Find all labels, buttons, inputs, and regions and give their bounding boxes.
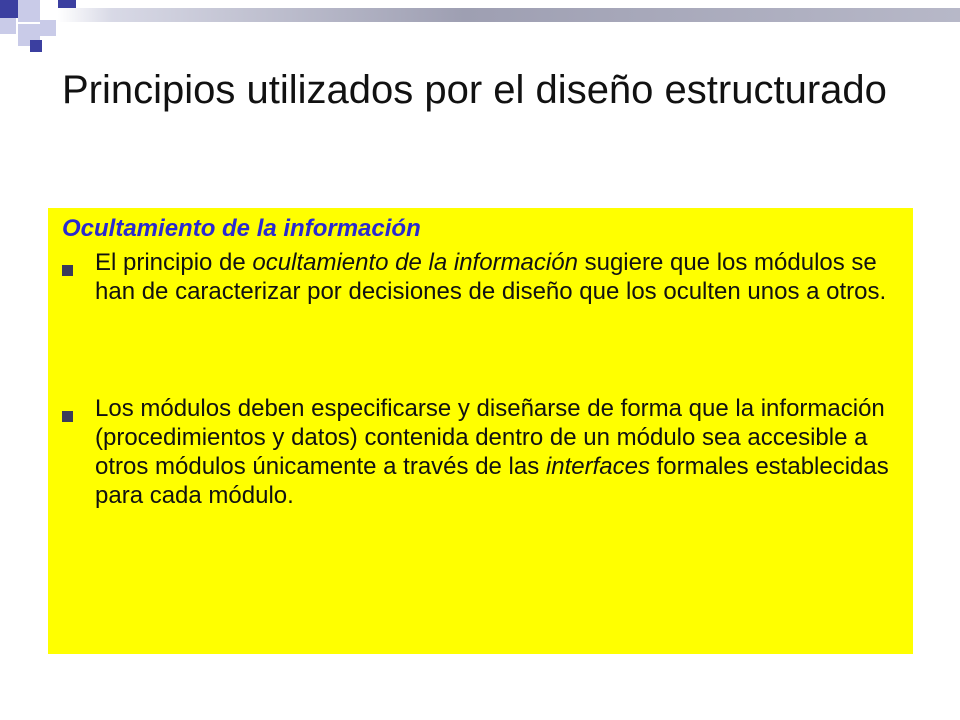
bullet-text: [95, 394, 892, 510]
header-gradient-rule: [58, 8, 960, 22]
square-bullet-icon: [62, 265, 73, 276]
slide-title: Principios utilizados por el diseño estructurado: [62, 68, 887, 112]
bullet-text-segment: El principio de: [95, 249, 253, 276]
corner-square-decoration: [18, 0, 40, 22]
section-subheading: Ocultamiento de la información: [62, 215, 421, 242]
bullet-emphasis: ocultamiento de la información: [252, 249, 578, 276]
corner-square-decoration: [40, 20, 56, 36]
corner-square-decoration: [0, 0, 18, 18]
bullet-text-segment: formales establecidas para cada módulo.: [95, 453, 889, 509]
corner-square-decoration: [30, 40, 42, 52]
bullet-item: [62, 394, 892, 510]
square-bullet-icon: [62, 411, 73, 422]
bullet-text-segment: Los módulos deben especificarse y diseñarse de forma que la información (procedimientos y datos) contenida dentro de un módulo sea accesible a otros módulos únicamente a través de las: [95, 395, 885, 480]
bullet-item: [62, 248, 892, 306]
bullet-emphasis: interfaces: [545, 453, 650, 480]
bullet-text-segment: sugiere que los módulos se han de caracterizar por decisiones de diseño que los oculten unos a otros.: [95, 249, 887, 305]
bullet-text: [95, 248, 892, 306]
content-box: [48, 208, 913, 654]
corner-square-decoration: [0, 18, 16, 34]
